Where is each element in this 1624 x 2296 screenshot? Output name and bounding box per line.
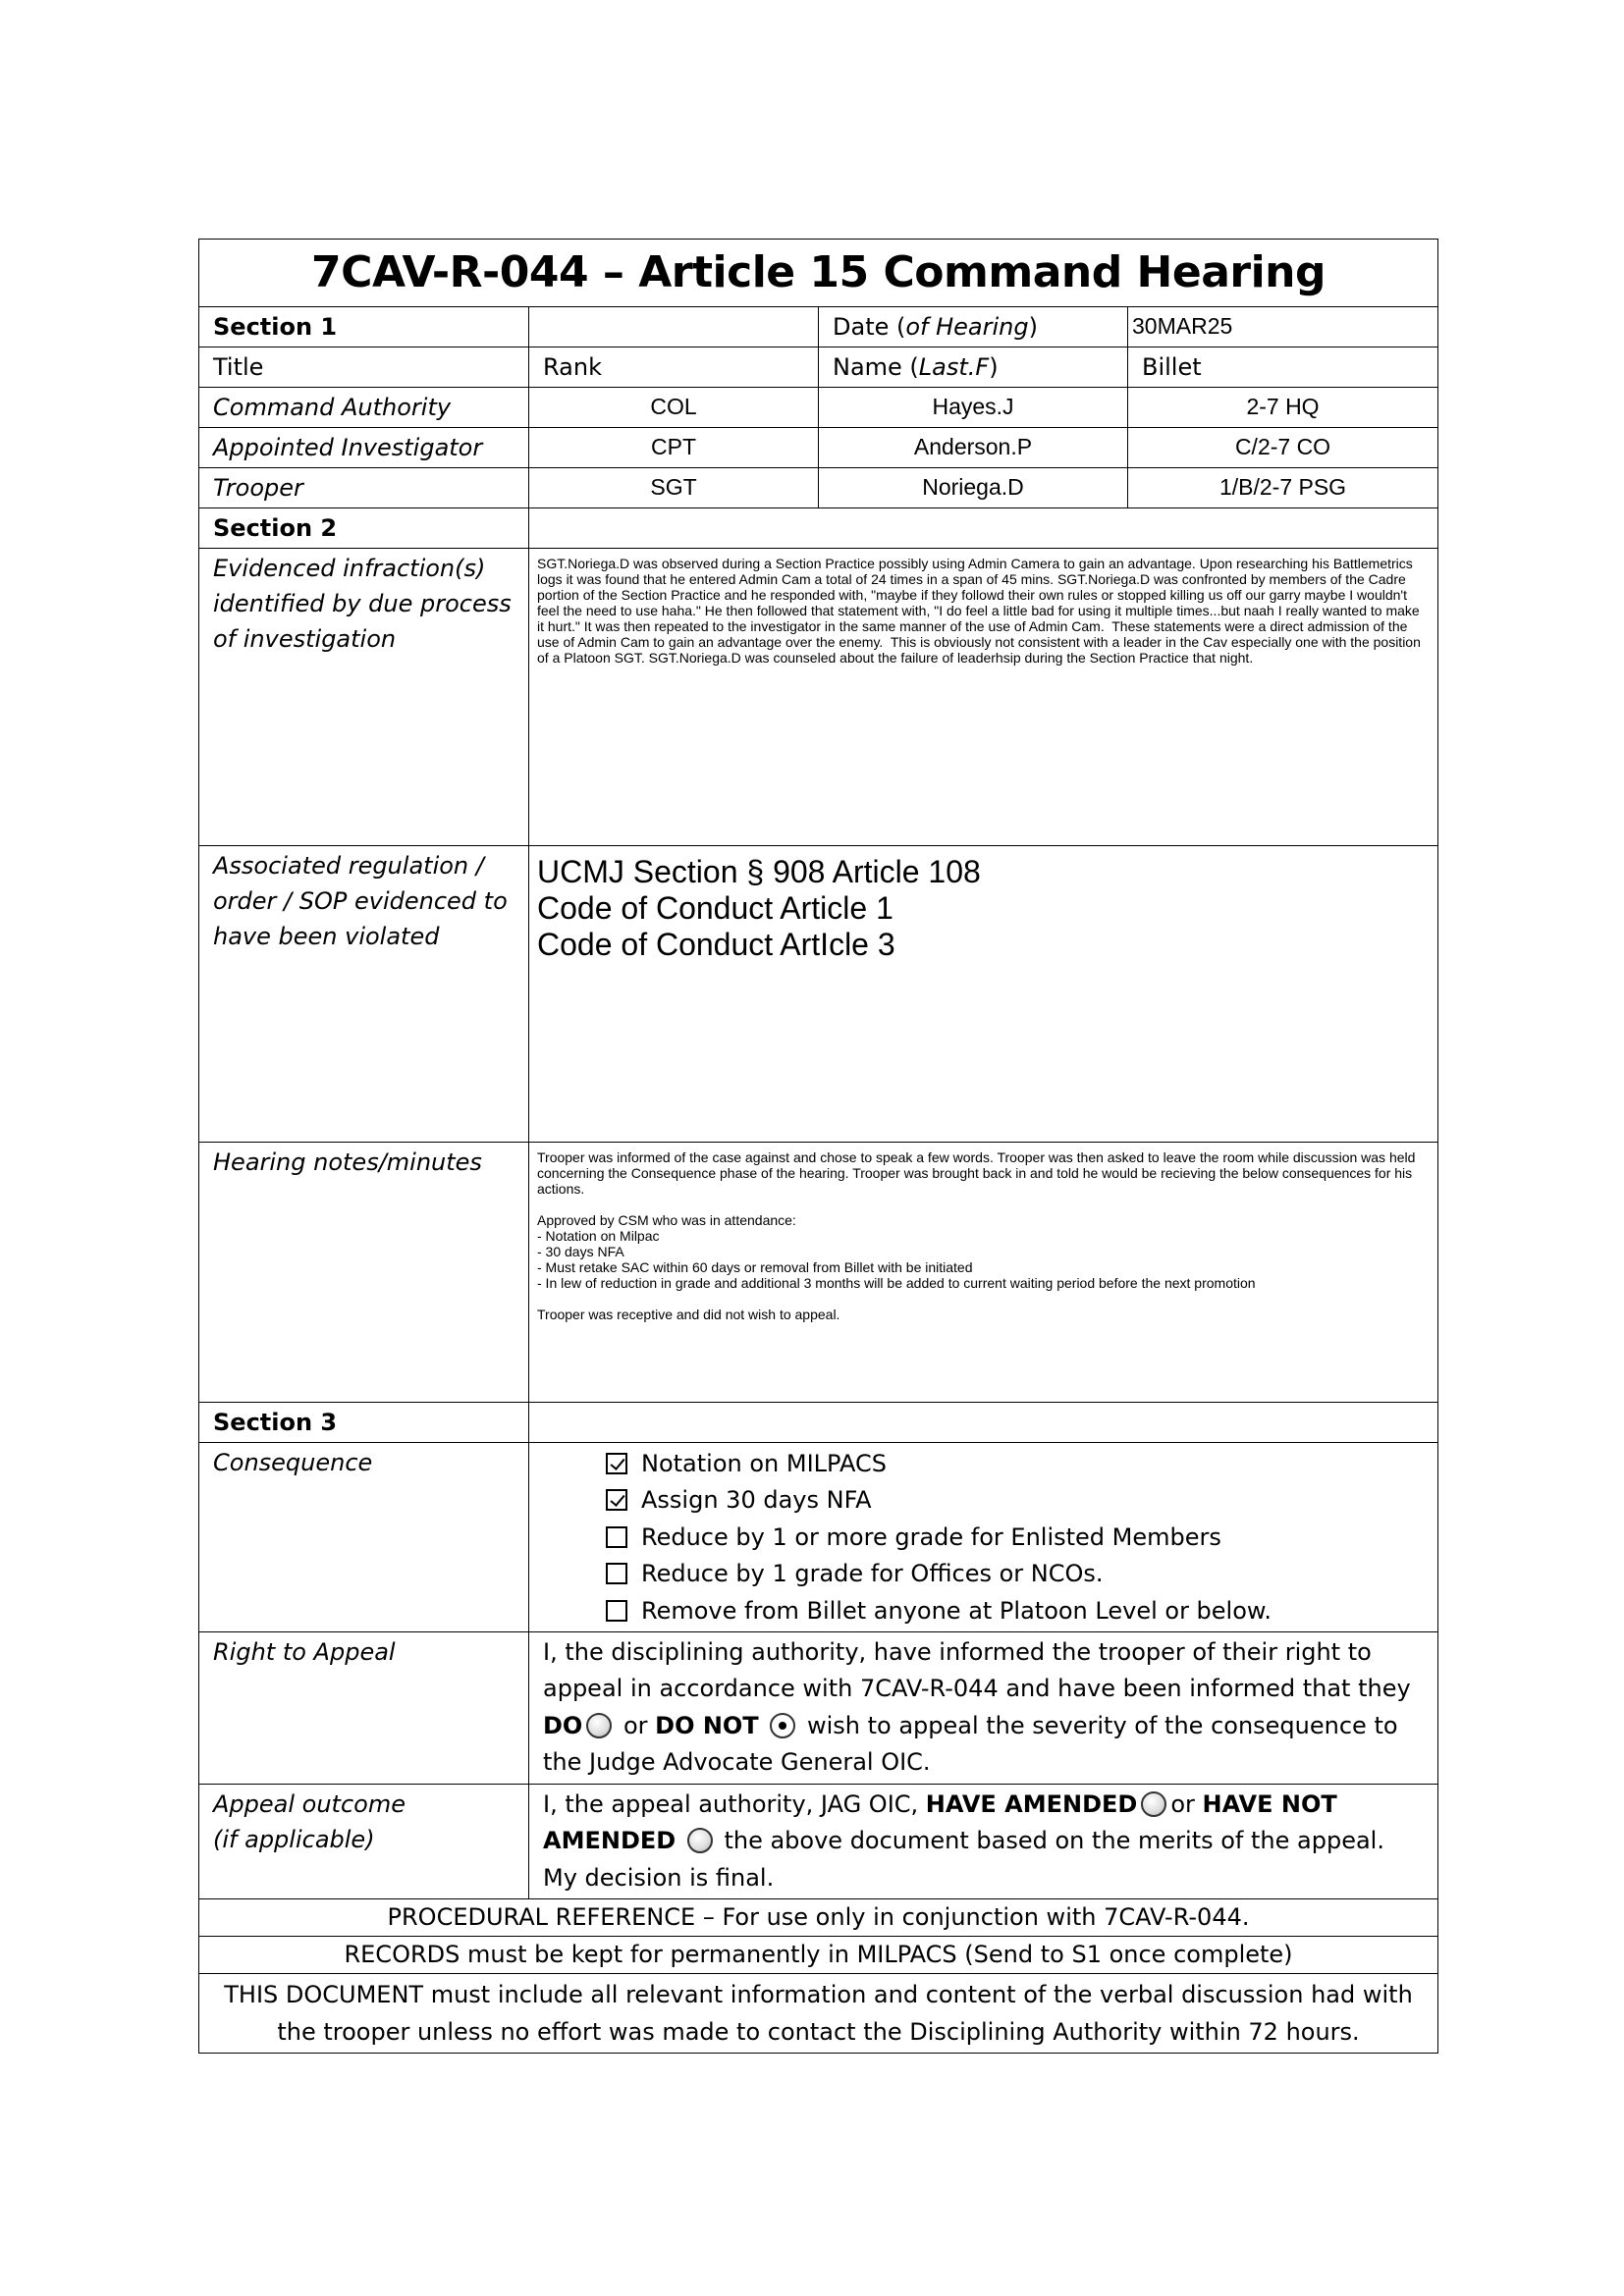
regulation-label: Associated regulation / order / SOP evidenced to have been violated <box>199 846 529 1143</box>
regulation-list <box>529 846 1438 1143</box>
checkbox[interactable] <box>606 1489 627 1511</box>
consequence-list <box>529 1443 1438 1632</box>
section-3-blank <box>529 1403 1438 1443</box>
infraction-text: SGT.Noriega.D was observed during a Section Practice possibly using Admin Camera to gain an advantage. Upon researching his Battlemetrics logs it was found that he entered Admin Cam a total of 24 times in a span of 45 mins. SGT.Noriega.D was confronted by members of the Cadre portion of the Section Practice and he responded with, "maybe if they followd their own rules or stopped killing us off our garry maybe I wouldn't feel the need to use haha." He then followed that statement with, "I do feel a little bad for using it multiple times...but naah I really wanted to make it hurt." It was then repeated to the investigator in the same manner of the use of Admin Cam. These statements were a direct admission of the use of Admin Cam to gain an advantage over the enemy. This is obviously not consistent with a leader in the Cav especially one with the position of a Platoon SGT. SGT.Noriega.D was counseled about the failure of leaderhsip during the Section Practice that night. <box>529 549 1438 846</box>
hearing-form <box>198 239 1437 2054</box>
row-name: Noriega.D <box>819 468 1128 508</box>
row-name: Anderson.P <box>819 428 1128 468</box>
checkbox[interactable] <box>606 1563 627 1584</box>
consequence-item[interactable]: Reduce by 1 grade for Offices or NCOs. <box>606 1556 1437 1593</box>
consequence-label: Consequence <box>199 1443 529 1632</box>
appeal-outcome-text: I, the appeal authority, JAG OIC, HAVE AMENDED or HAVE NOT AMENDED the above document based on the merits of the appeal. My decision is final. <box>529 1784 1438 1899</box>
hearing-notes-label: Hearing notes/minutes <box>199 1143 529 1403</box>
checkbox[interactable] <box>606 1453 627 1474</box>
section-1-label: Section 1 <box>199 307 529 347</box>
table-row <box>199 468 1438 508</box>
appeal-do-radio[interactable] <box>586 1713 612 1738</box>
consequence-item[interactable]: Assign 30 days NFA <box>606 1482 1437 1520</box>
appeal-outcome-label: Appeal outcome (if applicable) <box>199 1784 529 1899</box>
checkbox[interactable] <box>606 1526 627 1548</box>
row-billet: 1/B/2-7 PSG <box>1128 468 1438 508</box>
row-rank: CPT <box>529 428 819 468</box>
row-billet: 2-7 HQ <box>1128 388 1438 428</box>
row-billet: C/2-7 CO <box>1128 428 1438 468</box>
procedural-reference: PROCEDURAL REFERENCE – For use only in conjunction with 7CAV-R-044. <box>199 1899 1438 1937</box>
row-title: Trooper <box>199 468 529 508</box>
appeal-do-not-radio[interactable] <box>770 1713 795 1738</box>
consequence-item[interactable]: Notation on MILPACS <box>606 1445 1437 1482</box>
section-2-blank <box>529 508 1438 549</box>
section-1-blank <box>529 307 819 347</box>
table-row <box>199 388 1438 428</box>
right-to-appeal-text: I, the disciplining authority, have informed the trooper of their right to appeal in accordance with 7CAV-R-044 and have been informed that they DO or DO NOT wish to appeal the severity of the consequence to the Judge Advocate General OIC. <box>529 1631 1438 1784</box>
col-title-header: Title <box>199 347 529 388</box>
document-requirement-note: THIS DOCUMENT must include all relevant information and content of the verbal discussion had with the trooper unless no effort was made to contact the Disciplining Authority within 72 hours. <box>199 1974 1438 2054</box>
table-row <box>199 428 1438 468</box>
form-table <box>198 239 1438 2054</box>
consequence-item[interactable]: Reduce by 1 or more grade for Enlisted Members <box>606 1519 1437 1556</box>
consequence-item[interactable]: Remove from Billet anyone at Platoon Level or below. <box>606 1592 1437 1629</box>
col-name-header: Name (Last.F) <box>819 347 1128 388</box>
records-note: RECORDS must be kept for permanently in MILPACS (Send to S1 once complete) <box>199 1937 1438 1974</box>
have-amended-radio[interactable] <box>1141 1791 1166 1817</box>
date-of-hearing-value: 30MAR25 <box>1128 307 1438 347</box>
infraction-label: Evidenced infraction(s) identified by due process of investigation <box>199 549 529 846</box>
regulation-item: Code of Conduct Article 1 <box>537 890 893 926</box>
checkbox[interactable] <box>606 1600 627 1622</box>
row-rank: COL <box>529 388 819 428</box>
row-name: Hayes.J <box>819 388 1128 428</box>
section-2-label: Section 2 <box>199 508 529 549</box>
row-rank: SGT <box>529 468 819 508</box>
hearing-notes-text: Trooper was informed of the case against and chose to speak a few words. Trooper was then asked to leave the room while discussion was held concerning the Consequence phase of the hearing. Trooper was brought back in and told he would be recieving the below consequences for his actions. Approved by CSM who was in attendance: - Notation on Milpac - 30 days NFA - Must retake SAC within 60 days or removal from Billet with be initiated - In lew of reduction in grade and additional 3 months will be added to current waiting period before the next promotion Trooper was receptive and did not wish to appeal. <box>529 1143 1438 1403</box>
have-not-amended-radio[interactable] <box>687 1828 713 1853</box>
date-of-hearing-label: Date (of Hearing) <box>819 307 1128 347</box>
regulation-item: Code of Conduct ArtIcle 3 <box>537 927 895 962</box>
col-rank-header: Rank <box>529 347 819 388</box>
document-title: 7CAV-R-044 – Article 15 Command Hearing <box>199 240 1438 307</box>
right-to-appeal-label: Right to Appeal <box>199 1631 529 1784</box>
row-title: Command Authority <box>199 388 529 428</box>
regulation-item: UCMJ Section § 908 Article 108 <box>537 854 981 889</box>
section-3-label: Section 3 <box>199 1403 529 1443</box>
col-billet-header: Billet <box>1128 347 1438 388</box>
row-title: Appointed Investigator <box>199 428 529 468</box>
